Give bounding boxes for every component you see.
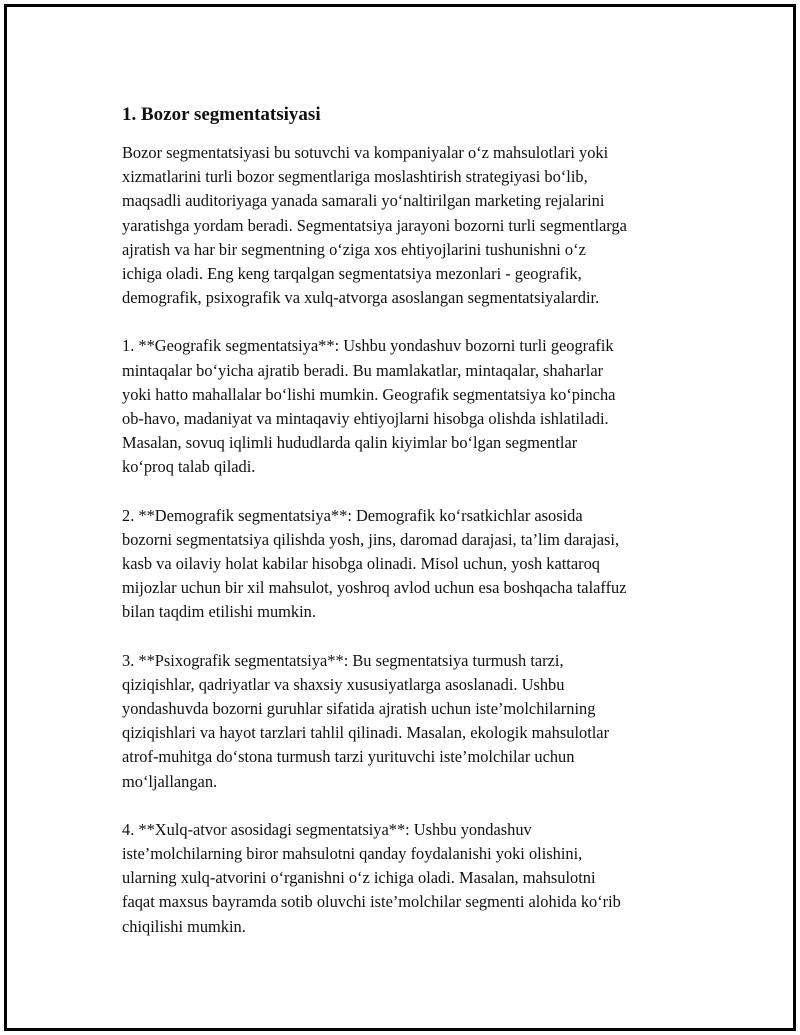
paragraph-line: demografik, psixografik va xulq-atvorga asoslangan segmentatsiyalardir.	[122, 288, 600, 308]
paragraph-line: 4. **Xulq-atvor asosidagi segmentatsiya**: Ushbu yondashuv	[122, 819, 532, 839]
paragraph-line: 2. **Demografik segmentatsiya**: Demografik ko‘rsatkichlar asosida	[122, 505, 583, 525]
paragraph-line: chiqilishi mumkin.	[122, 916, 246, 936]
paragraph-line: 1. **Geografik segmentatsiya**: Ushbu yondashuv bozorni turli geografik	[122, 336, 614, 356]
paragraph-line: kasb va oilaviy holat kabilar hisobga olinadi. Misol uchun, yosh kattaroq	[122, 554, 600, 574]
paragraph-line: yondashuvda bozorni guruhlar sifatida ajratish uchun iste’molchilarning	[122, 699, 596, 719]
paragraph-line: yoki hatto mahallalar bo‘lishi mumkin. Geografik segmentatsiya ko‘pincha	[122, 384, 616, 404]
paragraph-line: faqat maxsus bayramda sotib oluvchi iste’molchilar segmenti alohida ko‘rib	[122, 892, 621, 912]
paragraph-line: mo‘ljallangan.	[122, 771, 218, 791]
paragraph-line: xizmatlarini turli bozor segmentlariga moslashtirish strategiyasi bo‘lib,	[122, 167, 588, 187]
paragraph-line: ko‘proq talab qiladi.	[122, 457, 256, 477]
paragraph-line: qiziqishlari va hayot tarzlari tahlil qilinadi. Masalan, ekologik mahsulotlar	[122, 723, 610, 743]
paragraph-line: yaratishga yordam beradi. Segmentatsiya jarayoni bozorni turli segmentlarga	[122, 215, 627, 235]
paragraph-line: ularning xulq-atvorini o‘rganishni o‘z ichiga oladi. Masalan, mahsulotni	[122, 868, 596, 888]
intro-paragraph	[122, 141, 702, 310]
paragraph-line: Masalan, sovuq iqlimli hududlarda qalin kiyimlar bo‘lgan segmentlar	[122, 433, 578, 453]
paragraph-line: 3. **Psixografik segmentatsiya**: Bu segmentatsiya turmush tarzi,	[122, 650, 564, 670]
geographic-paragraph	[122, 334, 702, 479]
paragraph-line: iste’molchilarning biror mahsulotni qanday foydalanishi yoki olishini,	[122, 844, 583, 864]
page-frame	[4, 4, 796, 1031]
document-body	[122, 103, 702, 963]
paragraph-line: bilan taqdim etilishi mumkin.	[122, 602, 316, 622]
psychographic-paragraph	[122, 649, 702, 794]
document-title: 1. Bozor segmentatsiyasi	[122, 104, 321, 125]
paragraph-line: bozorni segmentatsiya qilishda yosh, jins, daromad darajasi, ta’lim darajasi,	[122, 529, 620, 549]
demographic-paragraph	[122, 504, 702, 625]
paragraph-line: maqsadli auditoriyaga yanada samarali yo‘naltirilgan marketing rejalarini	[122, 191, 605, 211]
paragraph-line: ichiga oladi. Eng keng tarqalgan segmentatsiya mezonlari - geografik,	[122, 264, 582, 284]
paragraph-line: Bozor segmentatsiyasi bu sotuvchi va kompaniyalar o‘z mahsulotlari yoki	[122, 143, 609, 162]
paragraph-line: atrof-muhitga do‘stona turmush tarzi yurituvchi iste’molchilar uchun	[122, 747, 575, 767]
paragraph-line: mijozlar uchun bir xil mahsulot, yoshroq avlod uchun esa boshqacha talaffuz	[122, 578, 627, 598]
paragraph-line: ob-havo, madaniyat va mintaqaviy ehtiyojlarni hisobga olishda ishlatiladi.	[122, 409, 609, 429]
behavioral-paragraph	[122, 818, 702, 939]
paragraph-line: ajratish va har bir segmentning o‘ziga xos ehtiyojlarini tushunishni o‘z	[122, 239, 586, 259]
paragraph-line: qiziqishlar, qadriyatlar va shaxsiy xususiyatlarga asoslanadi. Ushbu	[122, 674, 565, 694]
paragraph-line: mintaqalar bo‘yicha ajratib beradi. Bu mamlakatlar, mintaqalar, shaharlar	[122, 360, 604, 380]
